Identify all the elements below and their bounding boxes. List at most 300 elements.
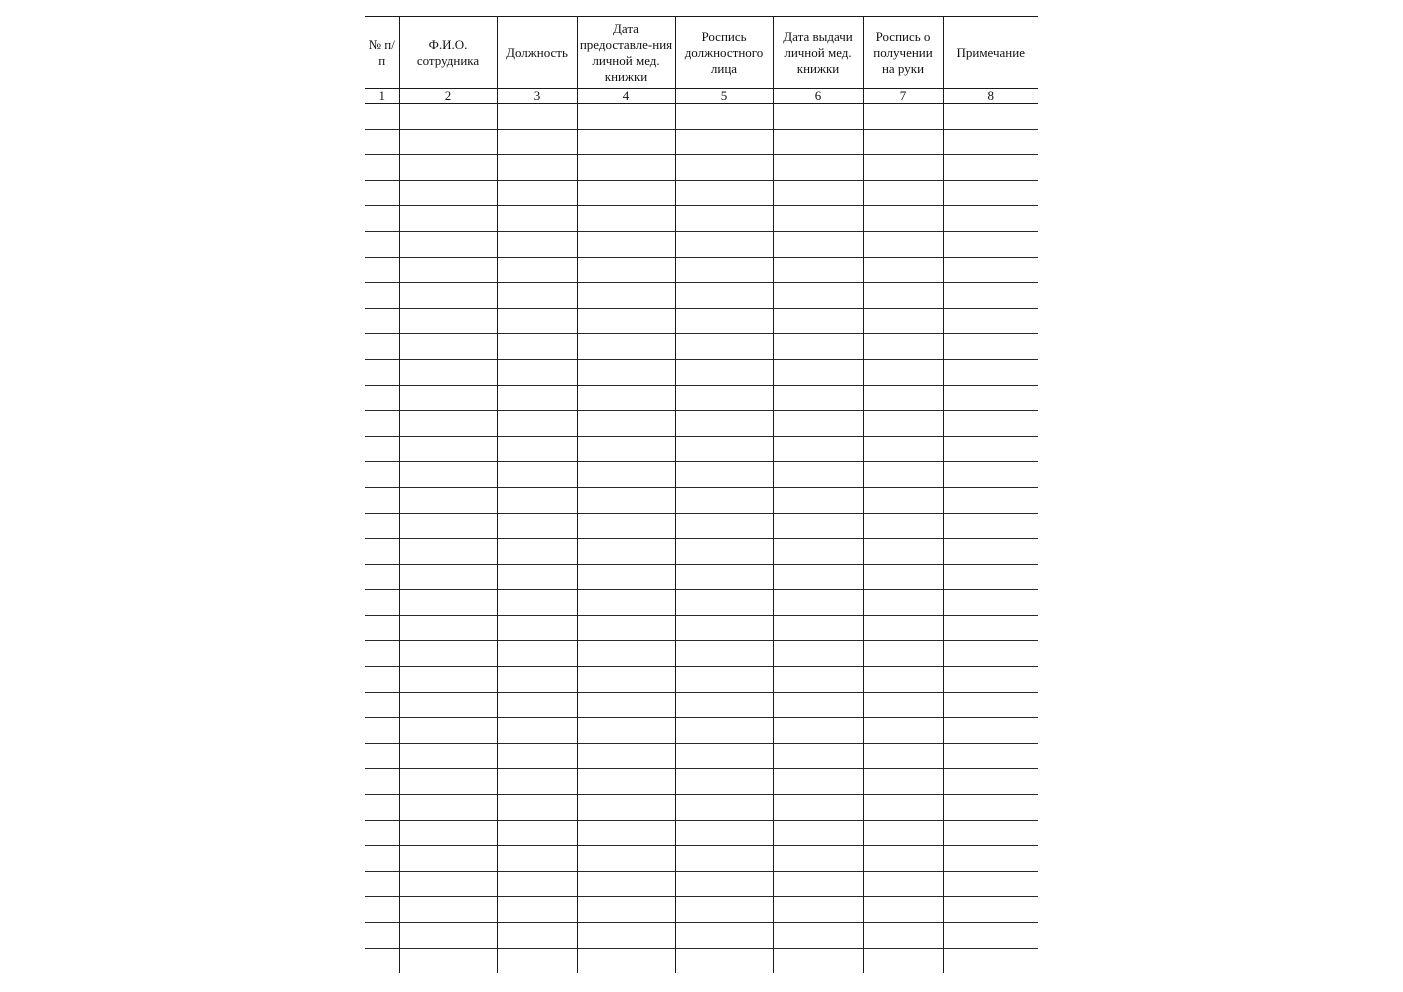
table-row [365, 820, 1038, 846]
table-cell [943, 334, 1038, 360]
table-cell [365, 846, 399, 872]
table-cell [675, 104, 773, 130]
table-cell [943, 923, 1038, 949]
table-cell [399, 129, 497, 155]
table-cell [577, 436, 675, 462]
table-cell [863, 846, 943, 872]
table-cell [863, 104, 943, 130]
table-cell [863, 564, 943, 590]
table-cell [863, 539, 943, 565]
table-cell [675, 564, 773, 590]
table-cell [773, 539, 863, 565]
column-number: 8 [943, 89, 1038, 104]
table-cell [675, 283, 773, 309]
table-cell [675, 487, 773, 513]
table-cell [577, 923, 675, 949]
table-cell [863, 411, 943, 437]
table-cell [399, 923, 497, 949]
column-header-label: Дата выдачи личной мед. книжки [783, 28, 853, 76]
table-cell [365, 795, 399, 821]
table-cell [773, 820, 863, 846]
table-cell [773, 334, 863, 360]
table-cell [943, 513, 1038, 539]
table-cell [365, 308, 399, 334]
table-cell [675, 411, 773, 437]
table-row [365, 564, 1038, 590]
table-cell [773, 948, 863, 973]
table-cell [577, 539, 675, 565]
table-cell [497, 334, 577, 360]
table-cell [365, 411, 399, 437]
table-cell [577, 308, 675, 334]
table-cell [399, 513, 497, 539]
table-cell [773, 436, 863, 462]
table-body [365, 104, 1038, 974]
table-cell [675, 667, 773, 693]
table-cell [497, 667, 577, 693]
table-cell [365, 436, 399, 462]
table-cell [773, 846, 863, 872]
column-number: 7 [863, 89, 943, 104]
column-header [863, 17, 943, 89]
table-cell [943, 436, 1038, 462]
table-cell [577, 359, 675, 385]
table-cell [497, 487, 577, 513]
table-cell [863, 487, 943, 513]
table-cell [497, 769, 577, 795]
table-cell [943, 564, 1038, 590]
table-cell [497, 206, 577, 232]
table-cell [675, 462, 773, 488]
table-cell [675, 129, 773, 155]
table-cell [863, 641, 943, 667]
table-cell [675, 871, 773, 897]
table-cell [863, 743, 943, 769]
table-cell [399, 257, 497, 283]
table-row [365, 155, 1038, 181]
table-cell [943, 692, 1038, 718]
table-cell [863, 615, 943, 641]
table-cell [675, 615, 773, 641]
table-cell [365, 462, 399, 488]
table-cell [365, 743, 399, 769]
table-cell [675, 436, 773, 462]
table-cell [365, 155, 399, 181]
table-cell [773, 283, 863, 309]
table-cell [943, 206, 1038, 232]
column-number-row [365, 89, 1038, 104]
table-cell [863, 667, 943, 693]
table-cell [497, 155, 577, 181]
table-row [365, 539, 1038, 565]
table-row [365, 359, 1038, 385]
table-cell [577, 385, 675, 411]
table-cell [497, 871, 577, 897]
table-cell [577, 334, 675, 360]
column-number: 1 [365, 89, 399, 104]
table-cell [399, 948, 497, 973]
table-cell [773, 257, 863, 283]
table-cell [365, 231, 399, 257]
table-row [365, 487, 1038, 513]
table-cell [675, 334, 773, 360]
table-cell [863, 436, 943, 462]
table-cell [577, 564, 675, 590]
table-cell [497, 590, 577, 616]
table-cell [943, 820, 1038, 846]
table-cell [863, 923, 943, 949]
table-cell [577, 769, 675, 795]
table-cell [943, 846, 1038, 872]
column-number: 3 [497, 89, 577, 104]
table-cell [863, 359, 943, 385]
table-row [365, 769, 1038, 795]
table-cell [365, 692, 399, 718]
table-row [365, 692, 1038, 718]
table-cell [675, 539, 773, 565]
table-cell [577, 462, 675, 488]
table-cell [863, 769, 943, 795]
table-cell [577, 231, 675, 257]
column-header-label: № п/п [368, 36, 395, 68]
table-cell [863, 129, 943, 155]
table-cell [497, 180, 577, 206]
table-cell [399, 231, 497, 257]
table-row [365, 743, 1038, 769]
table-cell [365, 948, 399, 973]
table-row [365, 308, 1038, 334]
table-cell [577, 820, 675, 846]
table-cell [863, 385, 943, 411]
table-cell [773, 513, 863, 539]
table-row [365, 846, 1038, 872]
table-cell [365, 820, 399, 846]
table-cell [497, 462, 577, 488]
table-cell [943, 231, 1038, 257]
table-row [365, 104, 1038, 130]
table-cell [675, 359, 773, 385]
table-row [365, 283, 1038, 309]
column-number: 4 [577, 89, 675, 104]
table-cell [365, 487, 399, 513]
table-cell [577, 615, 675, 641]
table-cell [863, 206, 943, 232]
table-cell [675, 923, 773, 949]
table-cell [943, 539, 1038, 565]
table-cell [943, 359, 1038, 385]
table-cell [365, 590, 399, 616]
table-row [365, 436, 1038, 462]
table-cell [863, 231, 943, 257]
table-cell [497, 385, 577, 411]
table-cell [577, 667, 675, 693]
column-header-label: Примечание [956, 44, 1025, 60]
table-cell [365, 359, 399, 385]
table-cell [675, 385, 773, 411]
table-cell [399, 769, 497, 795]
table-row [365, 871, 1038, 897]
column-number: 5 [675, 89, 773, 104]
table-cell [399, 385, 497, 411]
table-cell [773, 564, 863, 590]
table-cell [399, 308, 497, 334]
table-cell [399, 155, 497, 181]
table-cell [399, 590, 497, 616]
table-cell [773, 871, 863, 897]
table-cell [497, 795, 577, 821]
table-cell [365, 257, 399, 283]
table-cell [943, 743, 1038, 769]
table-cell [773, 180, 863, 206]
table-cell [497, 948, 577, 973]
table-cell [497, 283, 577, 309]
table-cell [943, 871, 1038, 897]
table-cell [399, 846, 497, 872]
table-cell [943, 590, 1038, 616]
table-cell [399, 820, 497, 846]
table-cell [863, 871, 943, 897]
table-cell [365, 769, 399, 795]
table-row [365, 231, 1038, 257]
table-cell [943, 641, 1038, 667]
table-cell [773, 487, 863, 513]
table-cell [365, 334, 399, 360]
table-cell [577, 897, 675, 923]
table-cell [399, 180, 497, 206]
table-cell [773, 718, 863, 744]
table-cell [497, 820, 577, 846]
table-cell [943, 308, 1038, 334]
table-cell [675, 795, 773, 821]
table-cell [675, 641, 773, 667]
table-cell [365, 667, 399, 693]
table-cell [863, 718, 943, 744]
table-cell [675, 231, 773, 257]
table-cell [773, 206, 863, 232]
table-cell [773, 359, 863, 385]
table-cell [943, 385, 1038, 411]
table-row [365, 462, 1038, 488]
table-cell [365, 564, 399, 590]
table-cell [773, 641, 863, 667]
table-cell [399, 615, 497, 641]
table-cell [675, 718, 773, 744]
table-cell [399, 871, 497, 897]
table-cell [773, 923, 863, 949]
table-row [365, 129, 1038, 155]
table-cell [943, 615, 1038, 641]
table-cell [577, 206, 675, 232]
table-row [365, 948, 1038, 973]
table-cell [577, 129, 675, 155]
table-cell [943, 462, 1038, 488]
column-header [365, 17, 399, 89]
table-cell [863, 948, 943, 973]
table-cell [497, 359, 577, 385]
table-cell [399, 641, 497, 667]
table-cell [577, 795, 675, 821]
table-cell [399, 718, 497, 744]
table-cell [365, 923, 399, 949]
table-cell [675, 769, 773, 795]
table-cell [497, 641, 577, 667]
column-header-label: Роспись о получении на руки [873, 28, 933, 76]
table-cell [497, 436, 577, 462]
table-row [365, 641, 1038, 667]
column-header [773, 17, 863, 89]
table-cell [773, 104, 863, 130]
table-cell [675, 846, 773, 872]
table-cell [863, 155, 943, 181]
table-cell [675, 257, 773, 283]
table-cell [675, 820, 773, 846]
table-cell [497, 231, 577, 257]
table-cell [675, 155, 773, 181]
table-cell [577, 718, 675, 744]
table-cell [773, 769, 863, 795]
table-row [365, 615, 1038, 641]
table-cell [943, 283, 1038, 309]
table-cell [365, 641, 399, 667]
table-cell [577, 104, 675, 130]
table-cell [863, 180, 943, 206]
table-cell [497, 129, 577, 155]
column-header [399, 17, 497, 89]
table-cell [675, 948, 773, 973]
column-number: 6 [773, 89, 863, 104]
table-cell [497, 104, 577, 130]
table-cell [773, 795, 863, 821]
column-header-label: Роспись должностного лица [684, 28, 764, 76]
table-cell [399, 743, 497, 769]
table-cell [399, 667, 497, 693]
table-cell [773, 692, 863, 718]
table-cell [863, 692, 943, 718]
table-cell [497, 257, 577, 283]
table-cell [863, 462, 943, 488]
table-cell [365, 206, 399, 232]
table-cell [399, 462, 497, 488]
column-header-label: Ф.И.О. сотрудника [416, 36, 480, 68]
table-cell [497, 539, 577, 565]
column-header-label: Дата предоставле-ния личной мед. книжки [579, 20, 673, 84]
table-cell [773, 462, 863, 488]
table-cell [863, 820, 943, 846]
table-cell [399, 692, 497, 718]
table-row [365, 513, 1038, 539]
table-row [365, 206, 1038, 232]
table-cell [773, 308, 863, 334]
table-cell [675, 590, 773, 616]
table-cell [675, 692, 773, 718]
table-cell [773, 411, 863, 437]
table-cell [399, 564, 497, 590]
table-row [365, 923, 1038, 949]
table-cell [399, 411, 497, 437]
table-row [365, 257, 1038, 283]
table-cell [863, 257, 943, 283]
table-cell [399, 487, 497, 513]
table-cell [497, 564, 577, 590]
table-cell [577, 641, 675, 667]
table-cell [365, 283, 399, 309]
table-cell [943, 180, 1038, 206]
table-header-row [365, 17, 1038, 89]
table-cell [773, 129, 863, 155]
table-cell [577, 871, 675, 897]
table-row [365, 667, 1038, 693]
table-cell [399, 283, 497, 309]
table-cell [863, 897, 943, 923]
table-cell [943, 129, 1038, 155]
table-cell [365, 539, 399, 565]
column-header [675, 17, 773, 89]
table-row [365, 411, 1038, 437]
table-cell [773, 231, 863, 257]
table-row [365, 795, 1038, 821]
table-cell [577, 411, 675, 437]
table-cell [399, 539, 497, 565]
column-number: 2 [399, 89, 497, 104]
table-cell [863, 308, 943, 334]
table-cell [577, 513, 675, 539]
table-cell [399, 795, 497, 821]
table-cell [675, 206, 773, 232]
table-cell [365, 615, 399, 641]
table-cell [497, 718, 577, 744]
table-cell [943, 411, 1038, 437]
table-cell [863, 283, 943, 309]
table-cell [863, 590, 943, 616]
table-cell [577, 257, 675, 283]
table-cell [943, 795, 1038, 821]
table-cell [773, 743, 863, 769]
table-cell [675, 513, 773, 539]
table-cell [773, 590, 863, 616]
table-cell [497, 897, 577, 923]
table-cell [365, 104, 399, 130]
table-row [365, 897, 1038, 923]
table-cell [365, 180, 399, 206]
table-cell [399, 359, 497, 385]
table-cell [497, 692, 577, 718]
table-cell [943, 487, 1038, 513]
table-cell [773, 155, 863, 181]
table-cell [943, 257, 1038, 283]
table-cell [577, 948, 675, 973]
table-cell [773, 897, 863, 923]
table-cell [399, 436, 497, 462]
table-cell [399, 206, 497, 232]
table-cell [577, 155, 675, 181]
table-cell [943, 718, 1038, 744]
table-row [365, 334, 1038, 360]
column-header [577, 17, 675, 89]
column-header-label: Должность [506, 44, 568, 60]
table-cell [577, 487, 675, 513]
table-cell [943, 104, 1038, 130]
table-cell [675, 180, 773, 206]
table-cell [773, 667, 863, 693]
table-row [365, 590, 1038, 616]
table-cell [577, 846, 675, 872]
table-cell [399, 334, 497, 360]
table-cell [497, 615, 577, 641]
table-cell [943, 948, 1038, 973]
table-cell [399, 897, 497, 923]
table-row [365, 180, 1038, 206]
table-cell [365, 871, 399, 897]
